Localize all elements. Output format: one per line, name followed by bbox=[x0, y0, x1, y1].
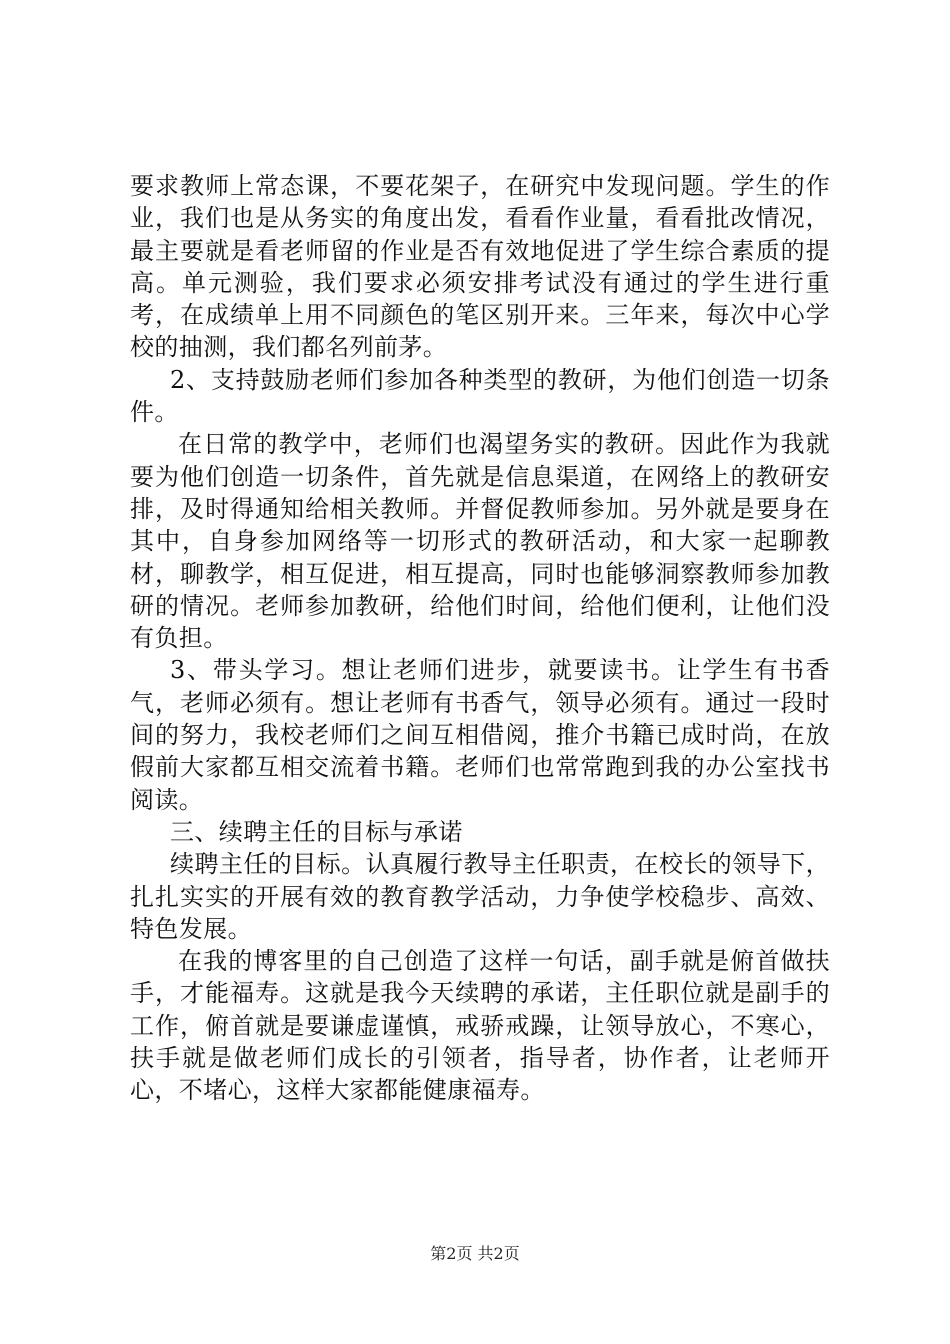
paragraph-item-2-heading: 2、支持鼓励老师们参加各种类型的教研，为他们创造一切条件。 bbox=[130, 365, 830, 427]
section-heading-goals: 三、续聘主任的目标与承诺 bbox=[170, 817, 463, 846]
page-footer: 第2页 共2页 bbox=[430, 1244, 520, 1263]
document-body bbox=[130, 170, 830, 1107]
paragraph-homework-review: 要求教师上常态课，不要花架子，在研究中发现问题。学生的作业，我们也是从务实的角度出发，看看作业量，看看批改情况，最主要就是看老师留的作业是否有效地促进了学生综合素质的提高。单元测验，我们要求必须安排考试没有通过的学生进行重考，在成绩单上用不同颜色的笔区别开来。三年来，每次中心学校的抽测，我们都名列前茅。 bbox=[130, 172, 830, 362]
paragraph-promise: 在我的博客里的自己创造了这样一句话，副手就是俯首做扶手，才能福寿。这就是我今天续聘的承诺，主任职位就是副手的工作，俯首就是要谦虚谨慎，戒骄戒躁，让领导放心，不寒心，扶手就是做老师们成长的引领者，指导者，协作者，让老师开心，不堵心，这样大家都能健康福寿。 bbox=[130, 947, 830, 1105]
paragraph-item-3-reading: 3、带头学习。想让老师们进步，就要读书。让学生有书香气，老师必须有。想让老师有书香气，领导必须有。通过一段时间的努力，我校老师们之间互相借阅，推介书籍已成时尚，在放假前大家都互相交流着书籍。老师们也常常跑到我的办公室找书阅读。 bbox=[130, 656, 830, 814]
paragraph-teaching-research: 在日常的教学中，老师们也渴望务实的教研。因此作为我就要为他们创造一切条件，首先就是信息渠道，在网络上的教研安排，及时得通知给相关教师。并督促教师参加。另外就是要身在其中，自身参加网络等一切形式的教研活动，和大家一起聊教材，聊教学，相互促进，相互提高，同时也能够洞察教师参加教研的情况。老师参加教研，给他们时间，给他们便利，让他们没有负担。 bbox=[130, 430, 830, 653]
paragraph-goals: 续聘主任的目标。认真履行教导主任职责，在校长的领导下，扎扎实实的开展有效的教育教学活动，力争使学校稳步、高效、特色发展。 bbox=[130, 850, 830, 943]
